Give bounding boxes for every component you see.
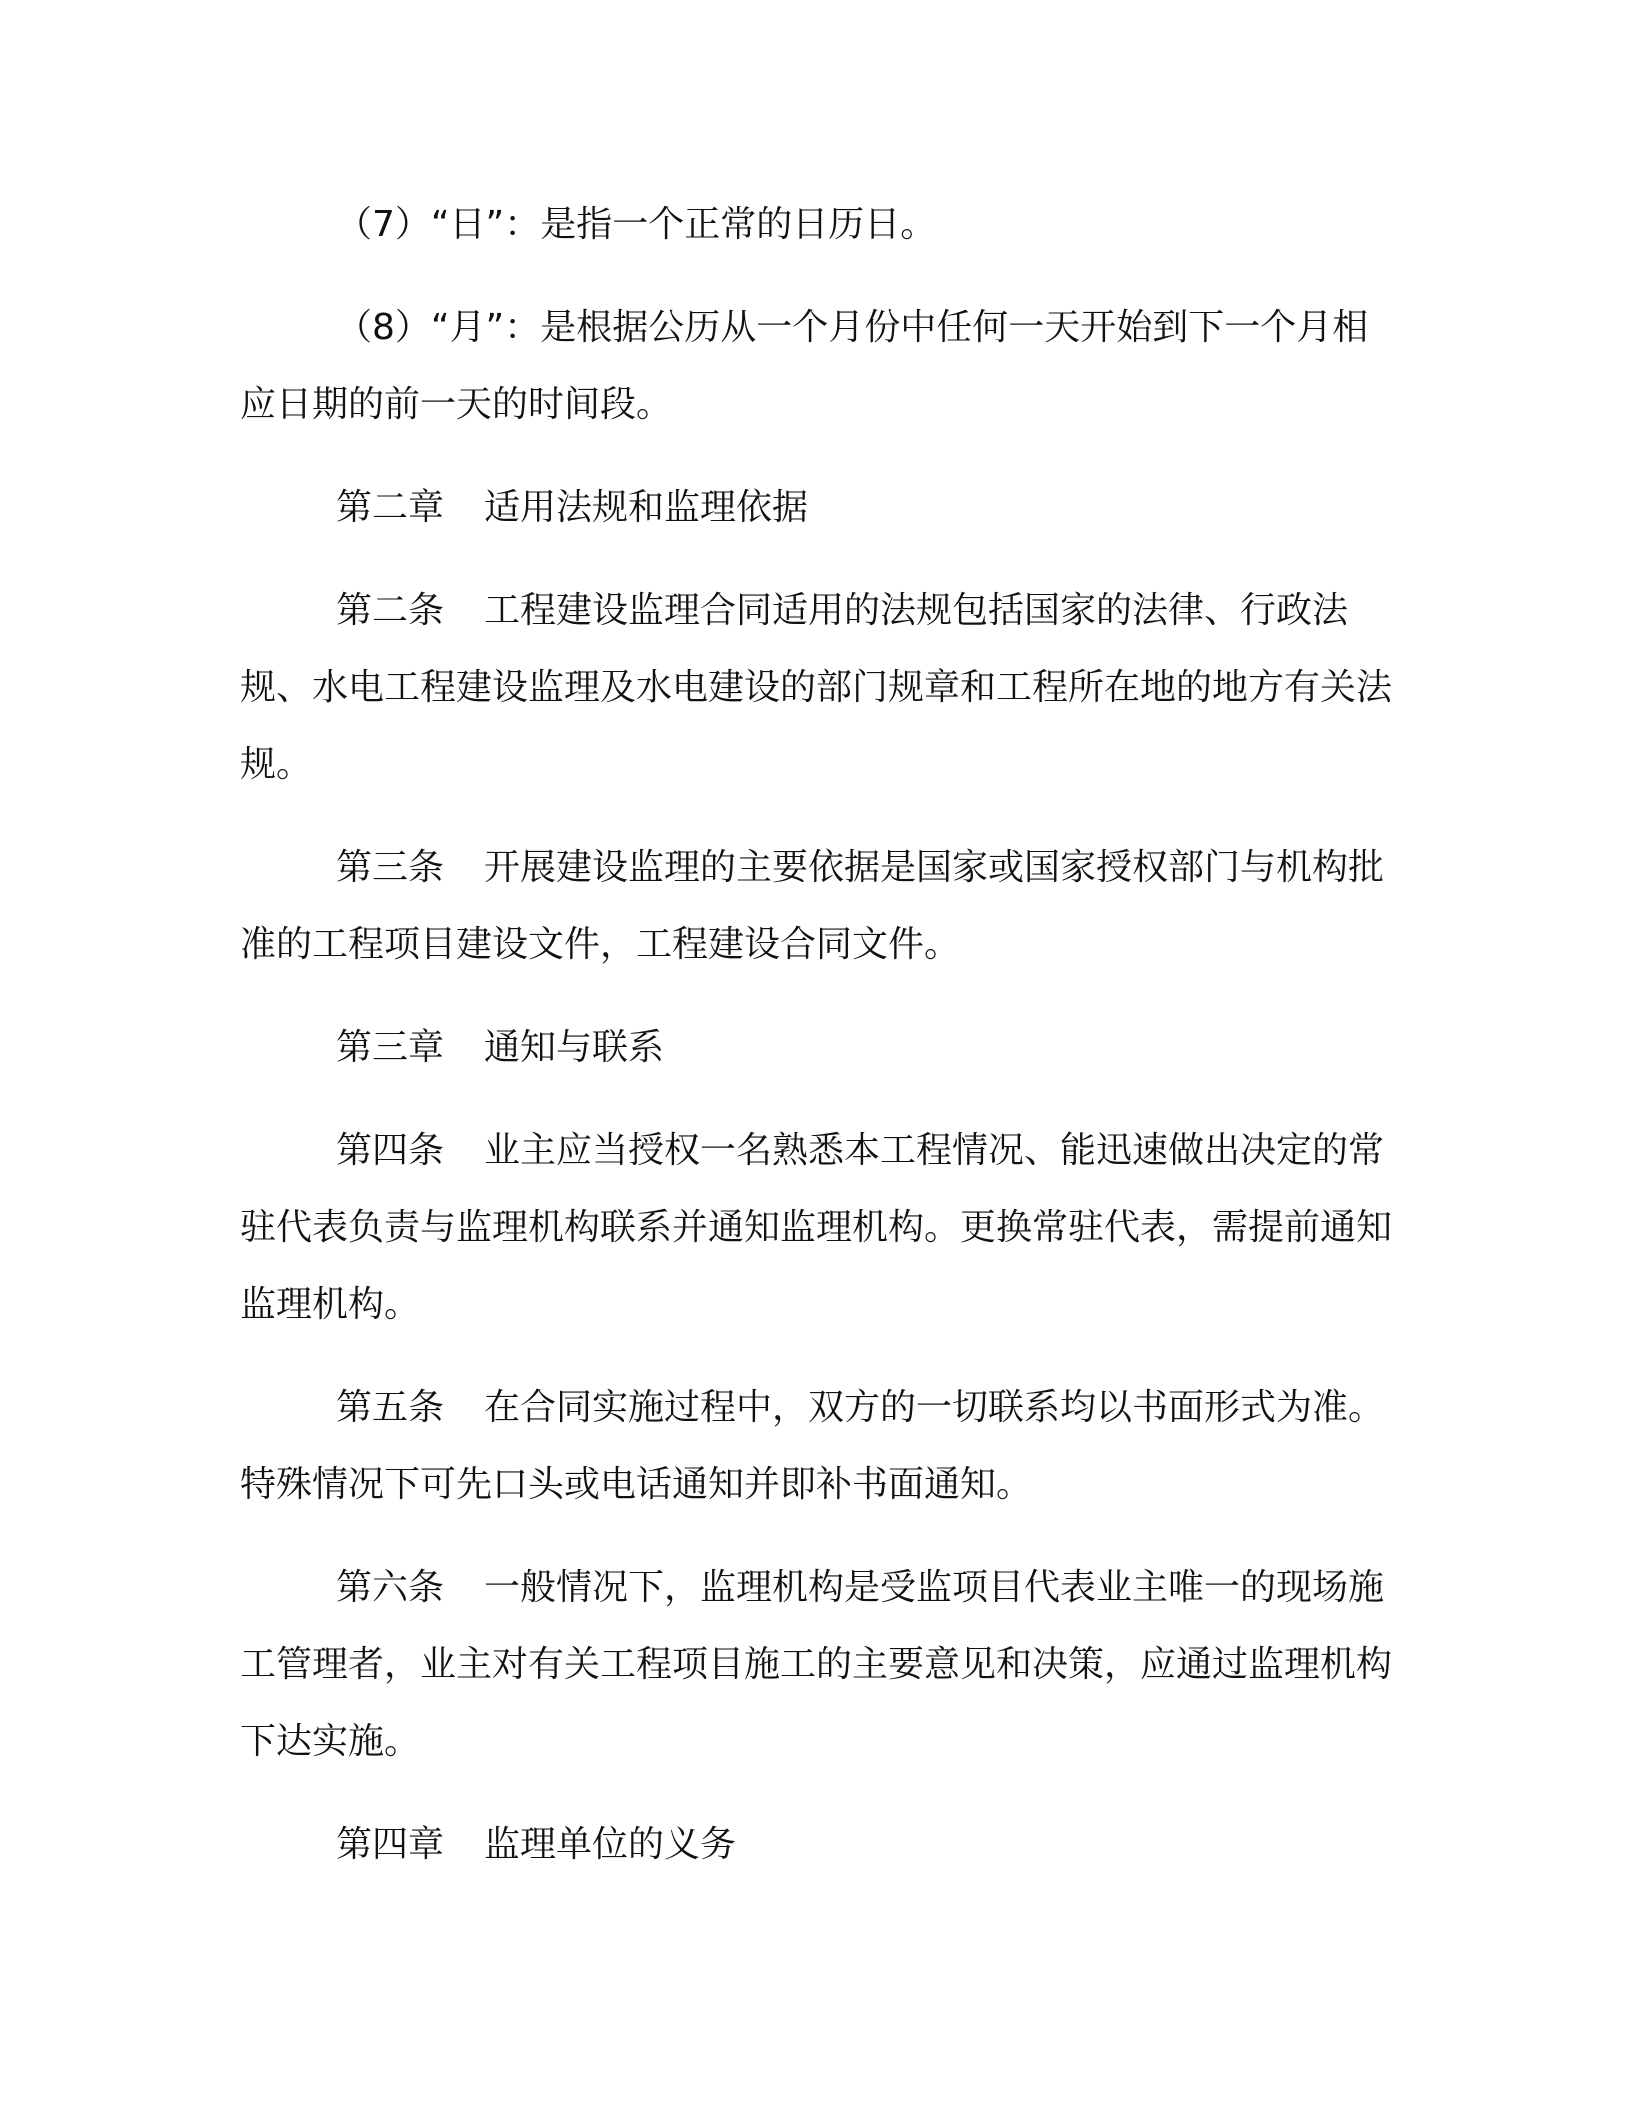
chapter-label: 第四章: [336, 1824, 445, 1865]
article-label: 第五条: [336, 1387, 445, 1428]
article-5: [240, 1369, 1400, 1523]
paragraph-label: （8）: [336, 307, 431, 348]
paragraph-label: （7）: [336, 204, 431, 245]
article-4: [240, 1112, 1400, 1343]
chapter-heading-2: [240, 469, 1400, 546]
chapter-label: 第三章: [336, 1027, 445, 1068]
article-6: [240, 1549, 1400, 1780]
article-text: 在合同实施过程中，双方的一切联系均以书面形式为准。特殊情况下可先口头或电话通知并即补书面通知。: [240, 1387, 1385, 1505]
article-label: 第二条: [336, 590, 445, 631]
paragraph-text: “月”：是根据公历从一个月份中任何一天开始到下一个月相应日期的前一天的时间段。: [240, 307, 1369, 425]
paragraph-definition-day: [240, 186, 1400, 263]
paragraph-definition-month: [240, 289, 1400, 443]
chapter-title: 适用法规和监理依据: [484, 487, 809, 528]
article-text: 一般情况下，监理机构是受监项目代表业主唯一的现场施工管理者，业主对有关工程项目施工的主要意见和决策，应通过监理机构下达实施。: [240, 1567, 1393, 1762]
chapter-label: 第二章: [336, 487, 445, 528]
chapter-heading-3: [240, 1009, 1400, 1086]
article-label: 第六条: [336, 1567, 445, 1608]
article-label: 第四条: [336, 1130, 445, 1171]
article-3: [240, 829, 1400, 983]
article-label: 第三条: [336, 847, 445, 888]
paragraph-text: “日”：是指一个正常的日历日。: [430, 204, 937, 245]
chapter-title: 监理单位的义务: [484, 1824, 737, 1865]
chapter-heading-4: [240, 1806, 1400, 1883]
chapter-title: 通知与联系: [484, 1027, 665, 1068]
article-text: 业主应当授权一名熟悉本工程情况、能迅速做出决定的常驻代表负责与监理机构联系并通知监理机构。更换常驻代表，需提前通知监理机构。: [240, 1130, 1393, 1325]
article-2: [240, 572, 1400, 803]
article-text: 开展建设监理的主要依据是国家或国家授权部门与机构批准的工程项目建设文件，工程建设合同文件。: [240, 847, 1385, 965]
article-text: 工程建设监理合同适用的法规包括国家的法律、行政法规、水电工程建设监理及水电建设的部门规章和工程所在地的地方有关法规。: [240, 590, 1393, 785]
document-body: [240, 186, 1400, 1909]
